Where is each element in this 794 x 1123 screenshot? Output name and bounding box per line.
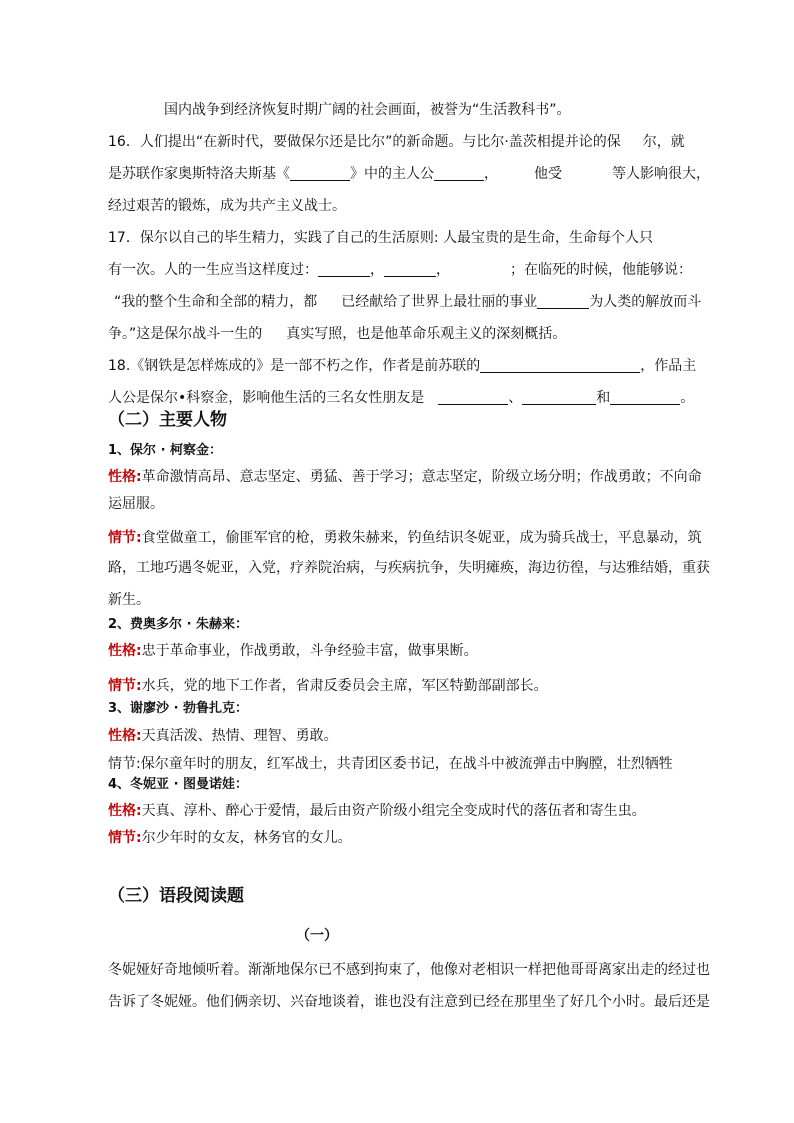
q16-text-b: 尔，就 [642,134,685,150]
q17-text-i: 真实写照，也是他革命乐观主义的深刻概括。 [286,326,567,342]
q17-text-f: 已经献给了世界上最壮丽的事业 [341,294,538,310]
trait-label: 性格: [108,469,142,485]
section-title-reading: （三）语段阅读题 [108,886,244,906]
person-4-trait-line-1 [108,801,646,821]
q18-text-b: ，作品主 [640,358,697,374]
person-1-trait-line-1 [108,467,702,487]
person-1-name: 1、保尔 · 柯察金： [108,443,223,458]
person-1-plot-line-3: 新生。 [108,592,150,608]
q17-text-d: ；在临死的时候，他能够说： [510,262,692,278]
q18-blank-friend-2[interactable] [522,390,596,405]
q17-line-2 [108,260,692,280]
person-1-plot-text-1: 食堂做童工，偷匪军官的枪，勇救朱赫来，钓鱼结识冬妮亚，成为骑兵战士，平息暴动，筑 [141,530,702,546]
trait-label: 性格: [108,728,142,744]
q16-blank-hero[interactable] [434,166,484,181]
section-title-main-characters: （二）主要人物 [108,410,227,430]
q15-tail: 国内战争到经济恢复时期广阔的社会画面，被誉为“生活教科书”。 [164,102,571,118]
reading-line-1: 冬妮娅好奇地倾听着。渐渐地保尔已不感到拘束了，他像对老相识一样把他哥哥离家出走的经过也 [108,962,710,978]
plot-label: 情节: [108,678,142,694]
plot-label: 情节: [108,756,141,772]
q18-blank-friend-3[interactable] [610,390,680,405]
q16-line-3: 经过艰苦的锻炼，成为共产主义战士。 [108,198,346,214]
person-2-plot-text-1: 水兵，党的地下工作者，省肃反委员会主席，军区特勤部副部长。 [141,678,548,694]
trait-label: 性格: [108,803,142,819]
q18-line-1 [108,356,696,376]
person-3-trait-text-1: 天真活泼、热情、理智、勇敢。 [141,728,338,744]
plot-label: 情节: [108,530,142,546]
person-4-trait-text-1: 天真、淳朴、醉心于爱情，最后由资产阶级小组完全变成时代的落伍者和寄生虫。 [141,803,646,819]
q16-text-f: 他受 [534,166,562,182]
q18-blank-friend-1[interactable] [438,390,508,405]
person-4-plot-text-1: 尔少年时的女友，林务官的女儿。 [141,830,352,846]
reading-line-2: 告诉了冬妮娅。他们俩亲切、兴奋地谈着，谁也没有注意到已经在那里坐了好几个小时。最后还是 [108,994,710,1010]
q18-text-a: 18.《钢铁是怎样炼成的》是一部不朽之作，作者是前苏联的 [108,358,481,374]
q17-text-e: “我的整个生命和全部的精力，都 [114,294,318,310]
q16-line-1 [108,132,685,152]
q16-line-2 [108,164,710,184]
q17-text-h: 争。”这是保尔战斗一生的 [108,326,263,342]
person-1-plot-line-2: 路，工地巧遇冬妮亚，入党，疗养院治病，与疾病抗争，失明瘫痪，海边彷徨，与达雅结婚，重获 [108,560,710,576]
q17-text-a: 有一次。人的一生应当这样度过： [108,262,318,278]
q16-text-g: 等人影响很大， [612,166,710,182]
q16-text-a: 16．人们提出“在新时代，要做保尔还是比尔”的新命题。与比尔·盖茨相提并论的保 [108,134,621,150]
plot-label: 情节: [108,830,142,846]
q18-text-e: 和 [596,390,611,406]
trait-label: 性格: [108,643,142,659]
q16-text-c: 是苏联作家奥斯特洛夫斯基《 [108,166,290,182]
q17-text-g: 为人类的解放而斗 [589,294,702,310]
q17-text-c: ， [436,262,450,278]
person-2-trait-line-1 [108,641,478,661]
q17-line-3 [114,292,701,312]
person-4-plot-line-1 [108,828,352,848]
q18-line-2 [108,388,694,408]
person-3-plot-text-1: 保尔童年时的朋友，红军战士，共青团区委书记，在战斗中被流弹击中胸膛，壮烈牺牲 [140,756,673,772]
q17-blank-2[interactable] [384,262,436,277]
q18-text-f: 。 [680,390,695,406]
q17-text-b: ， [370,262,384,278]
q17-line-1: 17．保尔以自己的毕生精力，实践了自己的生活原则: 人最宝贵的是生命，生命每个人只 [108,230,653,246]
q16-text-d: 》中的主人公 [350,166,434,182]
person-3-plot-line-1 [108,754,673,774]
person-2-name: 2、费奥多尔 · 朱赫来： [108,617,249,632]
person-2-trait-text-1: 忠于革命事业，作战勇敢，斗争经验丰富，做事果断。 [141,643,478,659]
person-4-name: 4、冬妮亚 · 图曼诺娃： [108,777,249,792]
person-2-plot-line-1 [108,676,548,696]
person-1-trait-line-2: 运屈服。 [108,496,164,512]
q17-line-4 [108,324,566,344]
person-1-trait-text-1: 革命激情高昂、意志坚定、勇猛、善于学习；意志坚定，阶级立场分明；作战勇敢；不向命 [141,469,702,485]
person-3-name: 3、谢廖沙 · 勃鲁扎克： [108,701,249,716]
person-1-plot-line-1 [108,528,702,548]
person-3-trait-line-1 [108,726,338,746]
reading-part-label: （一） [296,928,338,944]
q18-text-c: 人公是保尔•科察金，影响他生活的三名女性朋友是 [108,390,425,406]
q16-blank-book[interactable] [290,166,350,181]
q16-text-e: ， [484,166,498,182]
q18-text-d: 、 [508,390,523,406]
q17-blank-3[interactable] [537,294,589,309]
q18-blank-author[interactable] [480,358,640,373]
q17-blank-1[interactable] [318,262,370,277]
